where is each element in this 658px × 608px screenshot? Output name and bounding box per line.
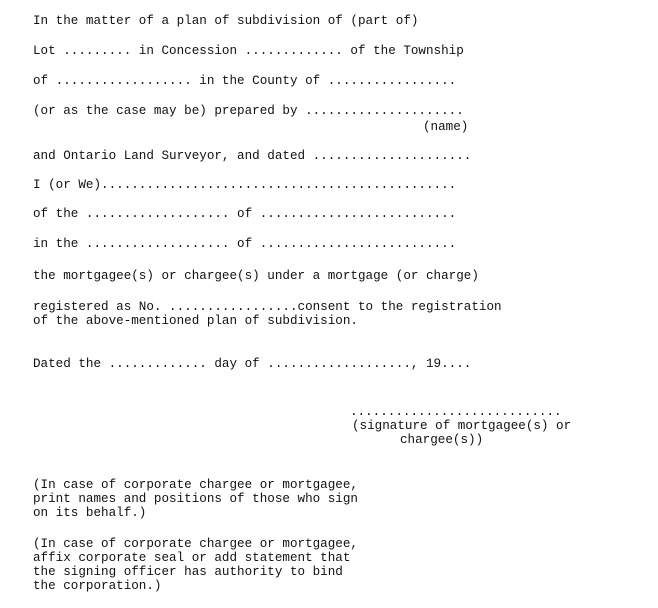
- note-2-line-1: (In case of corporate chargee or mortgagee,: [33, 537, 358, 551]
- of-the-line: of the ................... of ..........................: [33, 207, 457, 221]
- signature-dots: ............................: [350, 405, 562, 419]
- name-caption: (name): [423, 120, 469, 134]
- i-or-we-line: I (or We)...............................................: [33, 178, 457, 192]
- signature-caption-2: chargee(s)): [400, 433, 484, 447]
- note-1-line-2: print names and positions of those who sign: [33, 492, 358, 506]
- note-2-line-3: the signing officer has authority to bind: [33, 565, 343, 579]
- signature-caption-1: (signature of mortgagee(s) or: [352, 419, 572, 433]
- registered-line: registered as No. .................consent to the registration: [33, 300, 502, 314]
- dated-line: Dated the ............. day of ..................., 19....: [33, 357, 472, 371]
- county-line: of .................. in the County of .................: [33, 74, 457, 88]
- lot-concession-line: Lot ......... in Concession ............. of the Township: [33, 44, 464, 58]
- note-2-line-2: affix corporate seal or add statement that: [33, 551, 351, 565]
- prepared-by-line: (or as the case may be) prepared by .....................: [33, 104, 464, 118]
- above-mentioned-line: of the above-mentioned plan of subdivision.: [33, 314, 358, 328]
- mortgagee-line: the mortgagee(s) or chargee(s) under a mortgage (or charge): [33, 269, 479, 283]
- note-1-line-3: on its behalf.): [33, 506, 147, 520]
- in-the-line: in the ................... of ..........................: [33, 237, 457, 251]
- note-1-line-1: (In case of corporate chargee or mortgagee,: [33, 478, 358, 492]
- surveyor-dated-line: and Ontario Land Surveyor, and dated .....................: [33, 149, 472, 163]
- heading-line: In the matter of a plan of subdivision of (part of): [33, 14, 419, 28]
- note-2-line-4: the corporation.): [33, 579, 162, 593]
